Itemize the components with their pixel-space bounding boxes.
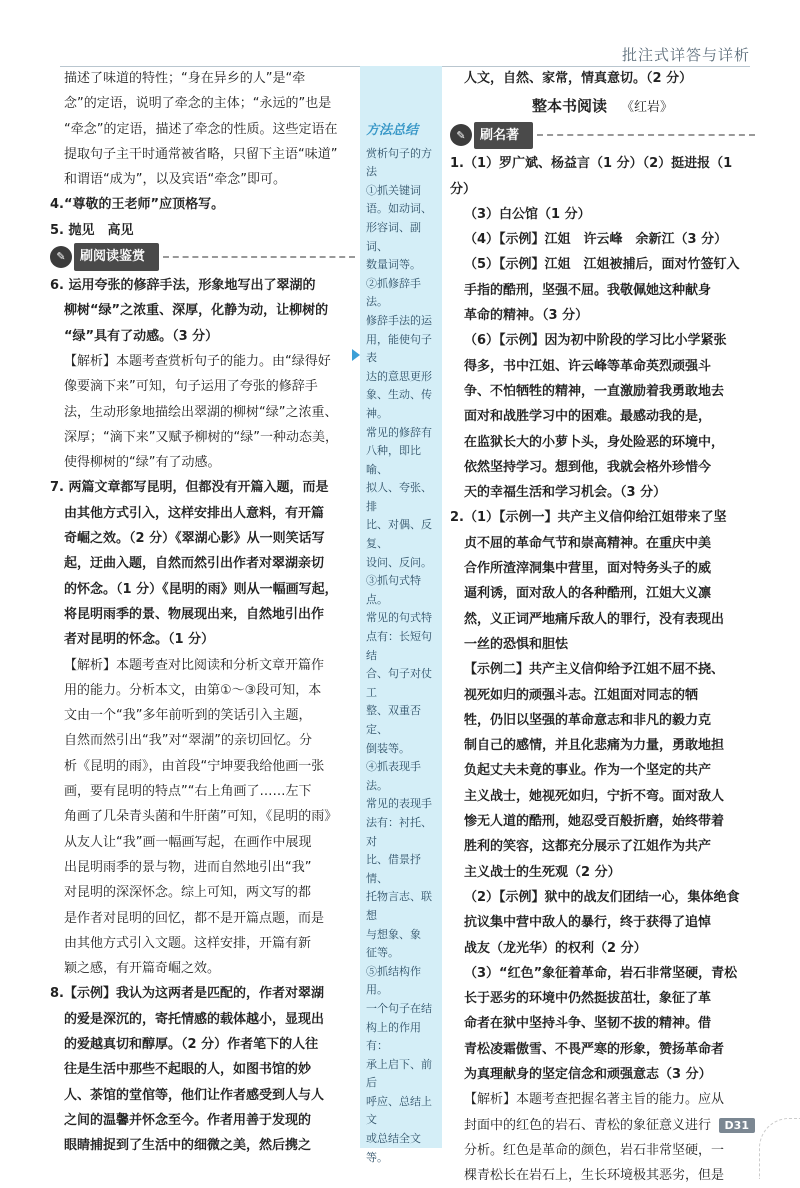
text-line: 视死如归的顽强斗志。江姐面对同志的牺 [464, 687, 699, 703]
book-icon: ✎ [450, 124, 472, 146]
sidebar-line: 赏析句子的方法 [366, 146, 432, 179]
text-line: 封面中的红色的岩石、青松的象征意义进行 [464, 1117, 712, 1133]
text-line: 2.（1）【示例一】共产主义信仰给江姐带来了坚 [450, 510, 727, 526]
text-line: 1.（1）罗广斌、杨益言（1 分）（2）挺进报（1 分） [450, 156, 733, 197]
section-title-text: 整本书阅读 [531, 97, 607, 116]
text-line: 【解析】本题考查赏析句子的能力。由“绿得好 [64, 353, 331, 369]
text-line: 胜利的笑容，这都充分展示了江姐作为共产 [464, 839, 712, 855]
answer-2 [450, 505, 755, 1087]
text-line: 分析。红色是革命的颜色，岩石非常坚硬，一 [464, 1142, 725, 1158]
text-line: （2）【示例】狱中的战友们团结一心，集体绝食 [464, 889, 740, 905]
text-line: 牲，仍旧以坚强的革命意志和非凡的毅力克 [464, 712, 712, 728]
sidebar-line: 形容词、副词、 [366, 220, 421, 253]
sidebar-line: 象、生动、传神。 [366, 388, 432, 420]
text-line: 在监狱长大的小萝卜头，身处险恶的环境中， [464, 434, 725, 450]
left-column [50, 66, 355, 1158]
right-column [450, 66, 755, 1188]
sidebar-line: 修辞手法的运 [366, 313, 432, 327]
text-line: 眼睛捕捉到了生活中的细微之美，然后携之 [64, 1138, 312, 1154]
banner-label: 刷名著 [474, 122, 533, 149]
text-line: 析《昆明的雨》，由首段“宁坤要我给他画一张 [64, 758, 325, 774]
text-line: 由其他方式引入，这样安排出人意料，有开篇 [64, 505, 325, 521]
page-corner-decoration [759, 1118, 800, 1179]
text-line: 天的幸福生活和学习机会。（3 分） [464, 485, 667, 501]
text-line: 颖之感，有开篇奇崛之效。 [64, 961, 221, 977]
text-line: 革命的精神。（3 分） [464, 308, 589, 324]
text-line: 自然而然引出“我”对“翠湖”的亲切回忆。分 [64, 733, 312, 749]
text-line: 惨无人道的酷刑，她忍受百般折磨，始终带着 [464, 814, 725, 830]
sidebar-title: 方法总结 [366, 123, 419, 138]
analysis-6 [50, 349, 355, 475]
sidebar-line: 点有：长短句结 [366, 630, 432, 662]
sidebar-line: 倒装等。 [366, 741, 410, 755]
sidebar-line: 呼应、总结上文 [366, 1094, 432, 1127]
sidebar-line: 用，能使句子表 [366, 332, 432, 365]
text-line: 的爱越真切和醇厚。（2 分）作者笔下的人往 [64, 1036, 319, 1052]
answer-4: 4.“尊敬的王老师”应顶格写。 [50, 197, 225, 213]
text-line: 由其他方式引入文题。这样安排，开篇有新 [64, 935, 312, 951]
sidebar-line: 设问、反问。 [366, 555, 432, 569]
section-title [450, 91, 755, 121]
text-line: （4）【示例】江姐 许云峰 余新江（3 分） [464, 232, 728, 248]
text-line: 贞不屈的革命气节和崇高精神。在重庆中美 [464, 535, 712, 551]
sidebar-line: 托物言志、联想 [366, 890, 432, 922]
sidebar-line: 或总结全文等。 [366, 1132, 421, 1164]
sidebar-line: 比、借景抒情、 [366, 853, 421, 885]
text-line: 使得柳树的“绿”有了动感。 [64, 455, 221, 471]
sidebar-line: 常见的句式特 [366, 611, 432, 625]
sidebar-line: 常见的修辞有 [366, 425, 432, 439]
banner-label: 刷阅读鉴赏 [74, 243, 159, 270]
text-line: 抗议集中营中敌人的暴行，终于获得了追悼 [464, 915, 712, 931]
sidebar-line: ⑤抓结构作用。 [366, 964, 421, 997]
sidebar-line: 构上的作用有： [366, 1020, 421, 1053]
text-line: 【示例二】共产主义信仰给予江姐不屈不挠、 [464, 662, 725, 678]
text-line: 面对和战胜学习中的困难。最感动我的是， [464, 409, 712, 425]
text-line: 的爱是深沉的，寄托情感的载体越小，显现出 [64, 1011, 325, 1027]
text-line: 手指的酷刑，坚强不屈。我敬佩她这种献身 [464, 282, 712, 298]
intro-paragraph [50, 66, 355, 192]
text-line: （3）“红色”象征着革命，岩石非常坚硬，青松 [464, 965, 738, 981]
text-line: 往是生活中那些不起眼的人，如图书馆的妙 [64, 1062, 312, 1078]
text-line: 起，迂曲入题，自然而然引出作者对翠湖亲切 [64, 556, 325, 572]
sidebar-line: ①抓关键词 [366, 183, 421, 197]
text-line: 法，生动形象地描绘出翠湖的柳树“绿”之浓重、 [64, 404, 338, 420]
sidebar-line: ②抓修辞手法。 [366, 276, 421, 309]
sidebar-line: 一个句子在结 [366, 1001, 432, 1015]
sidebar-line: 常见的表现手 [366, 797, 432, 811]
sidebar-line: 语。如动词、 [366, 202, 432, 216]
text-line: 8.【示例】我认为这两者是匹配的，作者对翠湖 [50, 986, 324, 1002]
page-number: D31 [719, 1118, 755, 1133]
text-line: 得多，书中江姐、许云峰等革命英烈顽强斗 [464, 358, 712, 374]
text-line: 和谓语“成为”，以及宾语“牵念”即可。 [64, 172, 286, 188]
sidebar-line: 比、对偶、反复、 [366, 518, 432, 551]
text-line: 对昆明的深深怀念。综上可知，两文写的都 [64, 885, 312, 901]
text-line: 提取句子主干时通常被省略，只留下主语“味道” [64, 146, 338, 162]
sidebar-line: 征等。 [366, 946, 399, 960]
sidebar-line: 承上启下、前后 [366, 1057, 432, 1090]
text-line: “绿”具有了动感。（3 分） [64, 328, 219, 344]
text-line: 合作所渣滓洞集中营里，面对特务头子的威 [464, 561, 712, 577]
text-line: 将昆明雨季的景、物展现出来，自然地引出作 [64, 606, 325, 622]
text-line: （6）【示例】因为初中阶段的学习比小学紧张 [464, 333, 727, 349]
text-line: 战友（龙光华）的权利（2 分） [464, 940, 647, 956]
text-line: 用的能力。分析本文，由第①～③段可知，本 [64, 682, 322, 698]
text-line: 争、不怕牺牲的精神，一直激励着我勇敢地去 [464, 383, 725, 399]
text-line: 依然坚持学习。想到他，我就会格外珍惜今 [464, 459, 712, 475]
analysis-2 [450, 1087, 755, 1188]
text-line: 为真理献身的坚定信念和顽强意志（3 分） [464, 1066, 712, 1082]
sidebar-line: 达的意思更形 [366, 369, 432, 383]
text-line: 主义战士，她视死如归，宁折不弯。面对敌人 [464, 788, 725, 804]
text-line: 深厚；“滴下来”又赋予柳树的“绿”一种动态美， [64, 429, 338, 445]
running-header: 批注式详答与详析 [621, 46, 750, 64]
text-line: 青松凌霜傲雪、不畏严寒的形象，赞扬革命者 [464, 1041, 725, 1057]
text-line: “牵念”的定语，描述了牵念的性质。这些定语在 [64, 121, 338, 137]
section-banner-classics [450, 123, 755, 147]
sidebar-line: 数量词等。 [366, 258, 421, 272]
text-line: 然，义正词严地痛斥敌人的罪行，没有表现出 [464, 611, 725, 627]
answer-8 [50, 981, 355, 1158]
continued-line: 人文，自然、家常，情真意切。（2 分） [464, 71, 693, 86]
text-line: 的怀念。（1 分）《昆明的雨》则从一幅画写起， [64, 581, 338, 597]
text-line: 念”的定语，说明了牵念的主体；“永远的”也是 [64, 96, 332, 112]
text-line: 6. 运用夸张的修辞手法，形象地写出了翠湖的 [50, 278, 316, 294]
sidebar-line: ③抓句式特点。 [366, 574, 421, 606]
text-line: 棵青松长在岩石上，生长环境极其恶劣，但是 [464, 1168, 725, 1184]
text-line: 像要滴下来”可知，句子运用了夸张的修辞手 [64, 379, 318, 395]
book-title: 《红岩》 [621, 100, 674, 116]
sidebar-line: 合、句子对仗工 [366, 667, 432, 699]
text-line: 人、茶馆的堂倌等，他们让作者感受到人与人 [64, 1087, 325, 1103]
answer-1 [450, 151, 755, 505]
text-line: 之间的温馨并怀念至今。作者用善于发现的 [64, 1112, 312, 1128]
text-line: 命者在狱中坚持斗争、坚韧不拔的精神。借 [464, 1016, 712, 1032]
answer-5: 5. 抛见 高见 [50, 222, 134, 238]
sidebar-line: 与想象、象 [366, 927, 421, 941]
section-banner-reading [50, 245, 355, 269]
answer-6 [50, 273, 355, 349]
text-line: 一丝的恐惧和胆怯 [464, 636, 569, 652]
method-summary-sidebar [360, 66, 442, 1164]
text-line: 【解析】本题考查对比阅读和分析文章开篇作 [64, 657, 325, 673]
sidebar-line: 八种，即比喻、 [366, 444, 421, 476]
text-line: 逼利诱，面对敌人的各种酷刑，江姐大义凛 [464, 586, 712, 602]
sidebar-line: ④抓表现手法。 [366, 760, 421, 792]
text-line: 负起丈夫未竟的事业。作为一个坚定的共产 [464, 763, 712, 779]
sidebar-line: 法有：衬托、对 [366, 815, 432, 848]
text-line: （3）白公馆（1 分） [464, 206, 591, 222]
text-line: 【解析】本题考查把握名著主旨的能力。应从 [464, 1092, 725, 1108]
text-line: 从友人让“我”画一幅画写起，在画作中展现 [64, 834, 312, 850]
analysis-7 [50, 653, 355, 982]
text-line: 主义战士的生死观（2 分） [464, 864, 621, 880]
text-line: 是作者对昆明的回忆，都不是开篇点题，而是 [64, 910, 325, 926]
answer-7 [50, 475, 355, 652]
sidebar-line: 整、双重否定、 [366, 704, 421, 736]
pointer-arrow-icon [352, 349, 360, 361]
divider [163, 256, 355, 258]
text-line: 长于恶劣的环境中仍然挺拔茁壮，象征了革 [464, 991, 712, 1007]
sidebar-line: 拟人、夸张、排 [366, 481, 432, 513]
text-line: 7. 两篇文章都写昆明，但都没有开篇入题，而是 [50, 480, 329, 496]
text-line: 描述了味道的特性；“身在异乡的人”是“牵 [64, 71, 306, 86]
book-icon: ✎ [50, 246, 72, 268]
text-line: 奇崛之效。（2 分）《翠湖心影》从一则笑话写 [64, 531, 325, 547]
text-line: 画，要有昆明的特点”“右上角画了……左下 [64, 784, 312, 800]
text-line: 制自己的感情，并且化悲痛为力量，勇敢地担 [464, 738, 725, 754]
text-line: 柳树“绿”之浓重、深厚，化静为动，让柳树的 [64, 303, 329, 319]
text-line: 者对昆明的怀念。（1 分） [64, 632, 215, 648]
text-line: 角画了几朵青头菌和牛肝菌”可知，《昆明的雨》 [64, 809, 338, 825]
text-line: 出昆明雨季的景与物，进而自然地引出“我” [64, 859, 312, 875]
text-line: （5）【示例】江姐 江姐被捕后，面对竹签钉入 [464, 257, 740, 273]
divider [537, 134, 755, 136]
text-line: 文由一个“我”多年前听到的笑话引入主题， [64, 708, 312, 724]
